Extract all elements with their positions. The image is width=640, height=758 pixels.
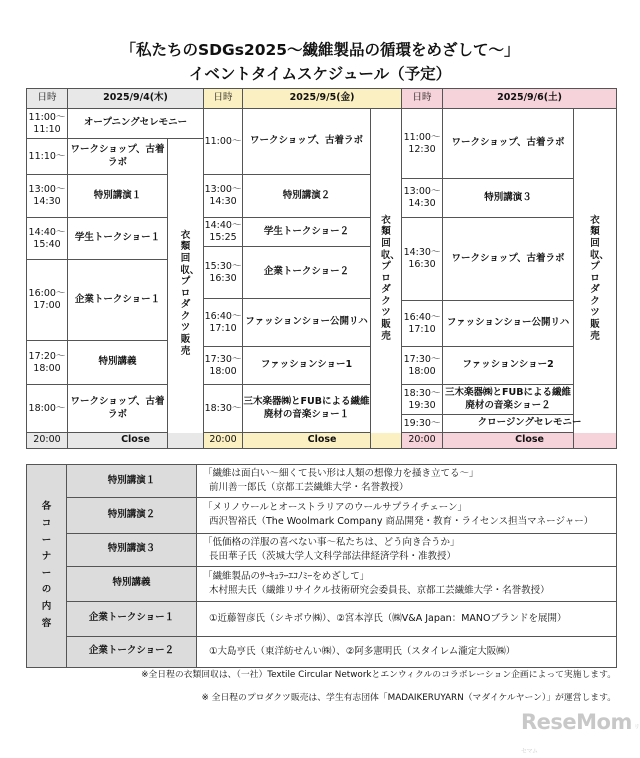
corner-description: 「繊維は面白い〜細くて長い形は人類の想像力を掻き立てる〜」 前川善一郎氏（京都工芸繊維大学・名誉教授） [197, 465, 617, 498]
day1-time: 11:00〜11:10 [27, 109, 68, 139]
day2-time: 13:00〜14:30 [204, 175, 243, 218]
day3-event: ワークショップ、古着ラボ [443, 109, 574, 179]
time-header-day3: 日時 [402, 89, 443, 109]
day2-event: 特別講演２ [243, 175, 371, 218]
day2-event: 企業トークショー２ [243, 247, 371, 299]
corner-description: ①大島亨氏（東洋紡せんい㈱）、②阿多憲明氏（スタイレム瀧定大阪㈱） [197, 636, 617, 667]
time-header-day1: 日時 [27, 89, 68, 109]
page-title: 「私たちのSDGs2025〜繊維製品の循環をめざして〜」 [120, 41, 520, 59]
day1-header: 2025/9/4(木) [68, 89, 204, 109]
day1-time: 17:20〜18:00 [27, 341, 68, 385]
day3-event: ファッションショー公開リハ [443, 301, 574, 347]
corner-label: 企業トークショー１ [67, 601, 197, 636]
day2-time: 15:30〜16:30 [204, 247, 243, 299]
day3-vertical-label: 衣類回収、プロダクツ販売 [574, 109, 617, 449]
day2-event: 三木楽器㈱とFUBによる繊維廃材の音楽ショー１ [243, 385, 371, 433]
note-product-sales: ※ 全日程のプロダクツ販売は、学生有志団体「MADAIKERUYARN（マダイケルヤーン）」が運営します。 [201, 693, 616, 703]
day1-time: 16:00〜17:00 [27, 260, 68, 341]
day3-time: 14:30〜16:30 [402, 218, 443, 301]
day3-time: 17:30〜18:00 [402, 347, 443, 385]
day3-time: 18:30〜19:30 [402, 385, 443, 415]
day3-time: 13:00〜14:30 [402, 179, 443, 218]
day2-event: 学生トークショー２ [243, 218, 371, 247]
day2-time: 11:00〜 [204, 109, 243, 175]
resemom-logo: ReseMom リセマム [521, 710, 640, 755]
corner-label: 特別講演３ [67, 533, 197, 566]
close-label-day3: Close [443, 433, 617, 449]
day3-time: 16:40〜17:10 [402, 301, 443, 347]
close-time-day3: 20:00 [402, 433, 443, 449]
day3-event: ワークショップ、古着ラボ [443, 218, 574, 301]
corner-label: 特別講義 [67, 566, 197, 601]
day1-event: ワークショップ、古着ラボ [68, 139, 168, 175]
day2-header: 2025/9/5(金) [243, 89, 402, 109]
day1-event: 学生トークショー１ [68, 218, 168, 260]
corners-table [26, 464, 617, 668]
corner-label: 企業トークショー２ [67, 636, 197, 667]
close-time-day1: 20:00 [27, 433, 68, 449]
day1-event: ワークショップ、古着ラボ [68, 385, 168, 433]
day1-time: 11:10〜 [27, 139, 68, 175]
day3-event: ファッションショー2 [443, 347, 574, 385]
day2-time: 18:30〜 [204, 385, 243, 433]
day3-event: 三木楽器㈱とFUBによる繊維廃材の音楽ショー２ [443, 385, 574, 415]
day3-time: 11:00〜12:30 [402, 109, 443, 179]
day1-time: 13:00〜14:30 [27, 175, 68, 218]
schedule-table [26, 88, 617, 449]
day3-event: クロージングセレモニー [443, 415, 617, 433]
corner-description: 「繊維製品のｻｰｷｭﾗｰｴｺﾉﾐｰをめざして」 木村照夫氏（繊維リサイクル技術研究会委員長、京都工芸繊維大学・名誉教授） [197, 566, 617, 601]
day2-time: 17:30〜18:00 [204, 347, 243, 385]
day1-time: 18:00〜 [27, 385, 68, 433]
day1-event: 特別講演１ [68, 175, 168, 218]
corner-label: 特別講演１ [67, 465, 197, 498]
day2-vertical-label: 衣類回収、プロダクツ販売 [371, 109, 402, 449]
corner-description: 「メリノウールとオーストラリアのウールサプライチェーン」 西沢智裕氏（The Woolmark Company 商品開発・教育・ライセンス担当マネージャー） [197, 497, 617, 533]
corner-description: 「低価格の洋服の喜べない事〜私たちは、どう向き合うか」 長田華子氏（茨城大学人文科学部法律経済学科・准教授） [197, 533, 617, 566]
day1-event: 特別講義 [68, 341, 168, 385]
day2-time: 16:40〜17:10 [204, 299, 243, 347]
corner-label: 特別講演２ [67, 497, 197, 533]
day2-time: 14:40〜15:25 [204, 218, 243, 247]
time-header-day2: 日時 [204, 89, 243, 109]
day1-event: オープニングセレモニー [68, 109, 204, 139]
day3-header: 2025/9/6(土) [443, 89, 617, 109]
page-subtitle: イベントタイムスケジュール（予定） [188, 65, 452, 83]
note-clothing-collection: ※全日程の衣類回収は、（一社）Textile Circular Networkとエンウィクルのコラボレーション企画によって実施します。 [141, 670, 616, 680]
day3-time: 19:30〜 [402, 415, 443, 433]
day1-time: 14:40〜15:40 [27, 218, 68, 260]
corners-side-label: 各コーナーの内容 [27, 465, 67, 668]
day1-vertical-label: 衣類回収、プロダクツ販売 [168, 139, 204, 449]
day2-event: ファッションショー1 [243, 347, 371, 385]
day3-event: 特別講演３ [443, 179, 574, 218]
day2-event: ワークショップ、古着ラボ [243, 109, 371, 175]
day2-event: ファッションショー公開リハ [243, 299, 371, 347]
corner-description: ①近藤智彦氏（シキボウ㈱）、②宮本淳氏（㈱V&A Japan：MANOブランドを展開） [197, 601, 617, 636]
close-label-day2: Close [243, 433, 402, 449]
close-label-day1: Close [68, 433, 204, 449]
close-time-day2: 20:00 [204, 433, 243, 449]
day1-event: 企業トークショー１ [68, 260, 168, 341]
